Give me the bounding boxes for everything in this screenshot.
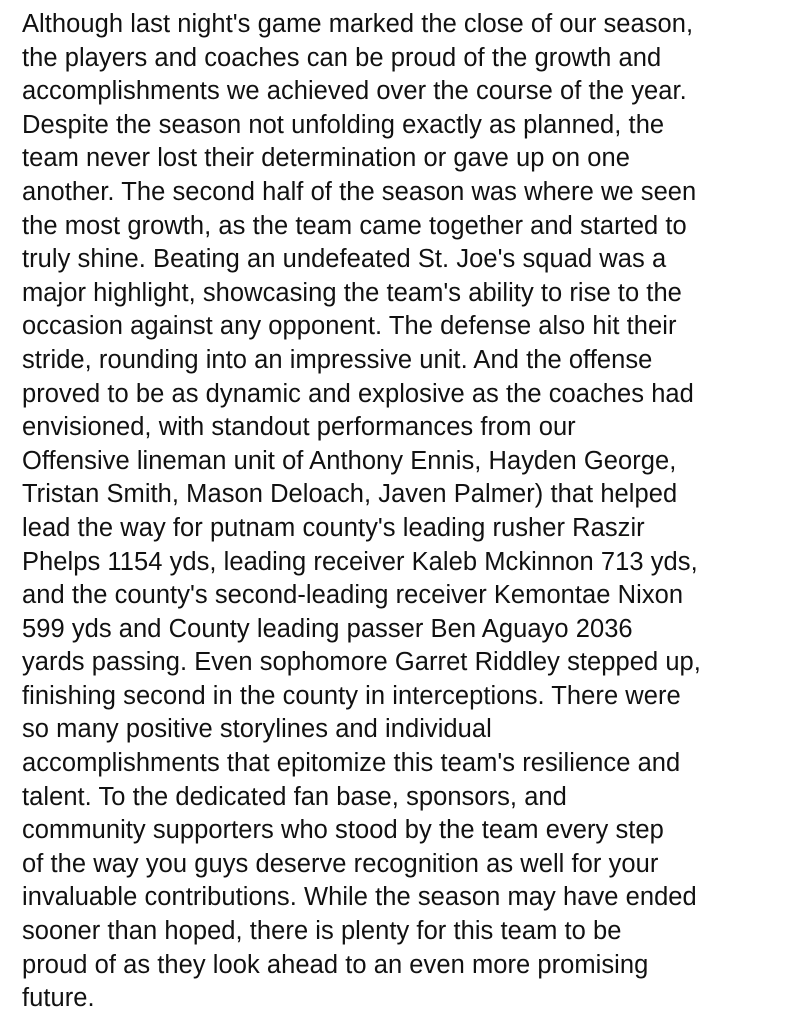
post-text-line: talent. To the dedicated fan base, sponsors, and xyxy=(22,782,567,811)
post-text-line: and the county's second-leading receiver Kemontae Nixon xyxy=(22,581,684,610)
post-text-line: envisioned, with standout performances from our xyxy=(22,413,576,442)
post-text-line: team never lost their determination or gave up on one xyxy=(22,144,630,173)
post-text-line: another. The second half of the season was where we seen xyxy=(22,177,697,206)
post-text-line: occasion against any opponent. The defense also hit their xyxy=(22,312,677,341)
post-text-line: invaluable contributions. While the season may have ended xyxy=(22,883,697,912)
post-text-line: Although last night's game marked the close of our season, xyxy=(22,10,694,38)
post-text-line: Despite the season not unfolding exactly as planned, the xyxy=(22,110,665,139)
post-text-line: of the way you guys deserve recognition as well for your xyxy=(22,849,659,878)
post-text-line: stride, rounding into an impressive unit. And the offense xyxy=(22,345,653,374)
post-text-line: proud of as they look ahead to an even more promising xyxy=(22,950,649,979)
post-text-line: proved to be as dynamic and explosive as the coaches had xyxy=(22,379,694,408)
post-text-line: 599 yds and County leading passer Ben Aguayo 2036 xyxy=(22,614,633,643)
post-text-line: lead the way for putnam county's leading rusher Raszir xyxy=(22,513,645,542)
post-text-line: truly shine. Beating an undefeated St. Joe's squad was a xyxy=(22,245,667,274)
post-text-line: community supporters who stood by the team every step xyxy=(22,816,664,845)
post-text-line: Offensive lineman unit of Anthony Ennis, Hayden George, xyxy=(22,446,677,475)
post-text-line: the players and coaches can be proud of the growth and xyxy=(22,43,662,72)
post-text-line: Phelps 1154 yds, leading receiver Kaleb Mckinnon 713 yds, xyxy=(22,547,698,576)
post-text-line: the most growth, as the team came together and started to xyxy=(22,211,687,240)
post-text-line: accomplishments we achieved over the course of the year. xyxy=(22,77,687,106)
post-text-line: sooner than hoped, there is plenty for this team to be xyxy=(22,917,622,946)
post-text-line: yards passing. Even sophomore Garret Riddley stepped up, xyxy=(22,648,701,677)
post-text-line: Tristan Smith, Mason Deloach, Javen Palmer) that helped xyxy=(22,480,678,509)
post-text-line: so many positive storylines and individual xyxy=(22,715,492,744)
post-text-line: major highlight, showcasing the team's ability to rise to the xyxy=(22,278,682,307)
post-text-line: finishing second in the county in interceptions. There were xyxy=(22,681,681,710)
post-text-line: accomplishments that epitomize this team's resilience and xyxy=(22,749,681,778)
post-text-line: future. xyxy=(22,984,95,1013)
